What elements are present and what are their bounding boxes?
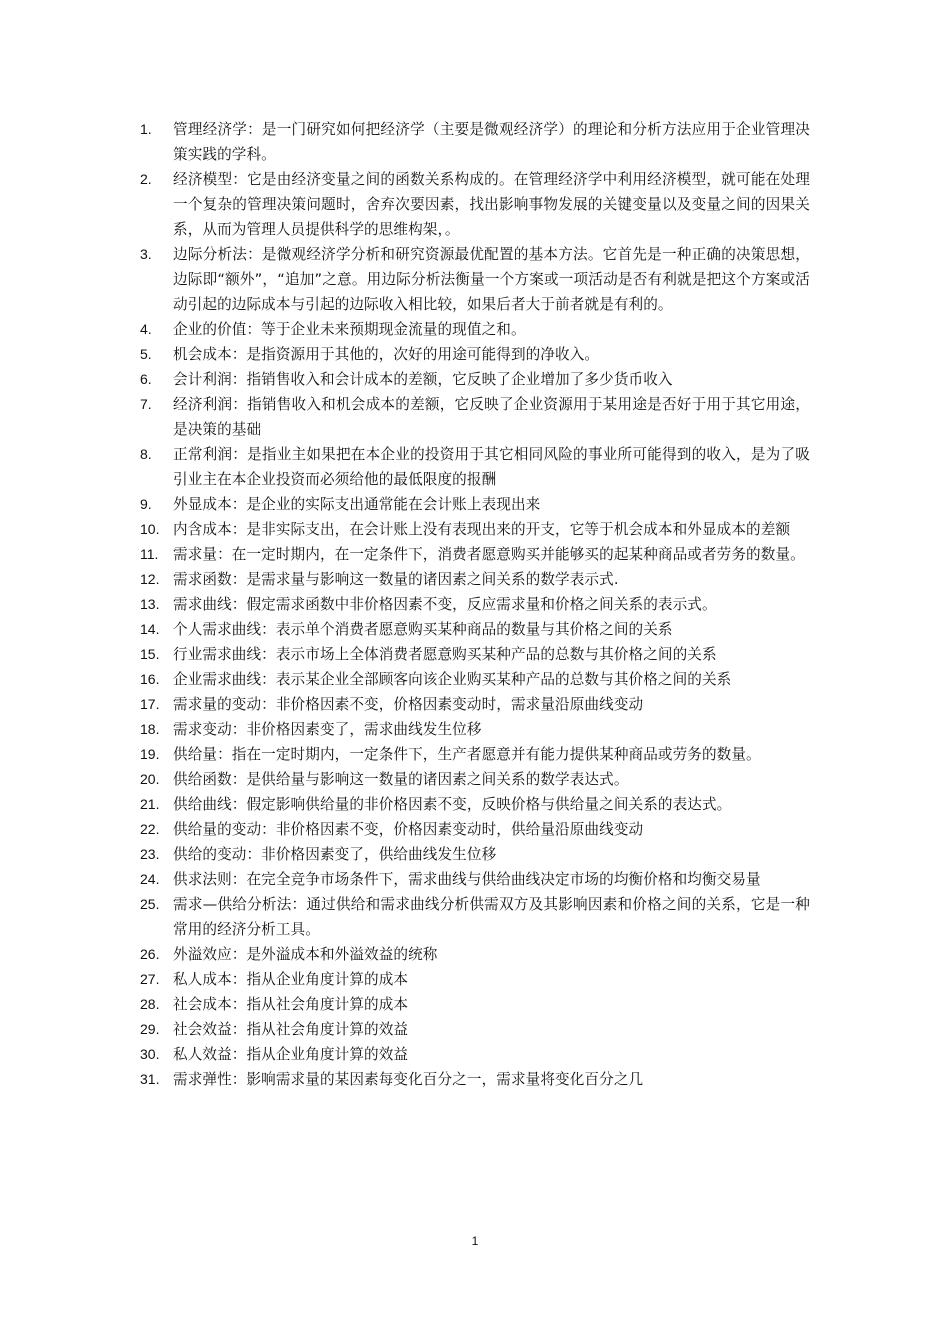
list-item [140, 517, 810, 542]
item-number: 21. [140, 796, 160, 812]
item-text: 正常利润：是指业主如果把在本企业的投资用于其它相同风险的事业所可能得到的收入，是为了吸引业主在本企业投资而必须给他的最低限度的报酬 [173, 446, 810, 488]
item-number: 17. [140, 696, 160, 712]
item-number: 16. [140, 671, 160, 687]
item-number: 2. [140, 171, 152, 187]
item-text: 需求—供给分析法：通过供给和需求曲线分析供需双方及其影响因素和价格之间的关系，它是一种常用的经济分析工具。 [173, 896, 810, 938]
list-item [140, 642, 810, 667]
item-number: 31. [140, 1071, 160, 1087]
item-number: 29. [140, 1021, 160, 1037]
item-text: 外显成本：是企业的实际支出通常能在会计账上表现出来 [173, 496, 541, 513]
item-number: 10. [140, 521, 160, 537]
list-item [140, 767, 810, 792]
item-number: 26. [140, 946, 160, 962]
item-number: 7. [140, 396, 152, 412]
list-item [140, 892, 810, 942]
item-text: 供给函数：是供给量与影响这一数量的诸因素之间关系的数学表达式。 [173, 771, 629, 788]
item-text: 机会成本：是指资源用于其他的，次好的用途可能得到的净收入。 [173, 346, 600, 363]
item-number: 1. [140, 121, 152, 137]
item-number: 8. [140, 446, 152, 462]
list-item [140, 867, 810, 892]
item-number: 3. [140, 246, 152, 262]
list-item [140, 842, 810, 867]
item-number: 5. [140, 346, 152, 362]
item-text: 供给量：指在一定时期内，一定条件下，生产者愿意并有能力提供某种商品或劳务的数量。 [173, 746, 761, 763]
list-item [140, 967, 810, 992]
list-item [140, 1067, 810, 1092]
item-text: 经济模型：它是由经济变量之间的函数关系构成的。在管理经济学中利用经济模型，就可能在处理一个复杂的管理决策问题时，舍弃次要因素，找出影响事物发展的关键变量以及变量之间的因果关系，从而为管理人员提供科学的思维构架，。 [173, 171, 810, 238]
list-item [140, 317, 810, 342]
item-text: 需求量：在一定时期内，在一定条件下，消费者愿意购买并能够买的起某种商品或者劳务的数量。 [173, 546, 805, 563]
item-text: 需求弹性：影响需求量的某因素每变化百分之一，需求量将变化百分之几 [173, 1071, 644, 1088]
list-item [140, 567, 810, 592]
list-item [140, 992, 810, 1017]
item-number: 15. [140, 646, 160, 662]
page-number: 1 [471, 1234, 479, 1248]
list-item [140, 342, 810, 367]
item-text: 供给量的变动：非价格因素不变，价格因素变动时，供给量沿原曲线变动 [173, 821, 644, 838]
item-text: 供给的变动：非价格因素变了，供给曲线发生位移 [173, 846, 497, 863]
item-number: 28. [140, 996, 160, 1012]
list-item [140, 542, 810, 567]
item-text: 管理经济学：是一门研究如何把经济学（主要是微观经济学）的理论和分析方法应用于企业管理决策实践的学科。 [173, 121, 810, 163]
item-text: 社会成本：指从社会角度计算的成本 [173, 996, 409, 1013]
item-number: 13. [140, 596, 160, 612]
list-item [140, 367, 810, 392]
list-item [140, 167, 810, 242]
item-text: 需求曲线：假定需求函数中非价格因素不变，反应需求量和价格之间关系的表示式。 [173, 596, 717, 613]
list-item [140, 667, 810, 692]
item-number: 4. [140, 321, 152, 337]
list-item [140, 492, 810, 517]
list-item [140, 392, 810, 442]
item-text: 经济利润：指销售收入和机会成本的差额，它反映了企业资源用于某用途是否好于用于其它用途，是决策的基础 [173, 396, 810, 438]
item-text: 内含成本：是非实际支出，在会计账上没有表现出来的开支，它等于机会成本和外显成本的差额 [173, 521, 791, 538]
item-text: 社会效益：指从社会角度计算的效益 [173, 1021, 409, 1038]
item-number: 25. [140, 896, 160, 912]
item-text: 需求变动：非价格因素变了，需求曲线发生位移 [173, 721, 482, 738]
list-item [140, 617, 810, 642]
list-item [140, 1017, 810, 1042]
item-number: 24. [140, 871, 160, 887]
item-number: 6. [140, 371, 152, 387]
item-text: 边际分析法：是微观经济学分析和研究资源最优配置的基本方法。它首先是一种正确的决策思想，边际即“额外”，“追加”之意。用边际分析法衡量一个方案或一项活动是否有利就是把这个方案或活动引起的边际成本与引起的边际收入相比较，如果后者大于前者就是有利的。 [173, 246, 810, 313]
item-number: 19. [140, 746, 160, 762]
list-item [140, 692, 810, 717]
list-item [140, 792, 810, 817]
item-number: 30. [140, 1046, 160, 1062]
glossary-list [140, 117, 810, 1092]
item-text: 行业需求曲线：表示市场上全体消费者愿意购买某种产品的总数与其价格之间的关系 [173, 646, 717, 663]
item-text: 企业需求曲线：表示某企业全部顾客向该企业购买某种产品的总数与其价格之间的关系 [173, 671, 732, 688]
item-text: 个人需求曲线：表示单个消费者愿意购买某种商品的数量与其价格之间的关系 [173, 621, 673, 638]
item-number: 12. [140, 571, 160, 587]
item-text: 需求量的变动：非价格因素不变，价格因素变动时，需求量沿原曲线变动 [173, 696, 644, 713]
list-item [140, 1042, 810, 1067]
item-number: 20. [140, 771, 160, 787]
item-text: 企业的价值：等于企业未来预期现金流量的现值之和。 [173, 321, 526, 338]
item-number: 9. [140, 496, 152, 512]
item-text: 需求函数：是需求量与影响这一数量的诸因素之间关系的数学表示式. [173, 571, 619, 588]
item-number: 27. [140, 971, 160, 987]
list-item [140, 592, 810, 617]
list-item [140, 242, 810, 317]
list-item [140, 117, 810, 167]
list-item [140, 942, 810, 967]
list-item [140, 717, 810, 742]
item-number: 23. [140, 846, 160, 862]
list-item [140, 442, 810, 492]
list-item [140, 742, 810, 767]
list-item [140, 817, 810, 842]
item-number: 22. [140, 821, 160, 837]
item-text: 供求法则：在完全竞争市场条件下，需求曲线与供给曲线决定市场的均衡价格和均衡交易量 [173, 871, 761, 888]
item-number: 14. [140, 621, 160, 637]
item-text: 私人成本：指从企业角度计算的成本 [173, 971, 409, 988]
item-text: 供给曲线：假定影响供给量的非价格因素不变，反映价格与供给量之间关系的表达式。 [173, 796, 732, 813]
item-number: 18. [140, 721, 160, 737]
item-number: 11. [140, 546, 159, 562]
item-text: 外溢效应：是外溢成本和外溢效益的统称 [173, 946, 438, 963]
item-text: 私人效益：指从企业角度计算的效益 [173, 1046, 409, 1063]
item-text: 会计利润：指销售收入和会计成本的差额，它反映了企业增加了多少货币收入 [173, 371, 673, 388]
